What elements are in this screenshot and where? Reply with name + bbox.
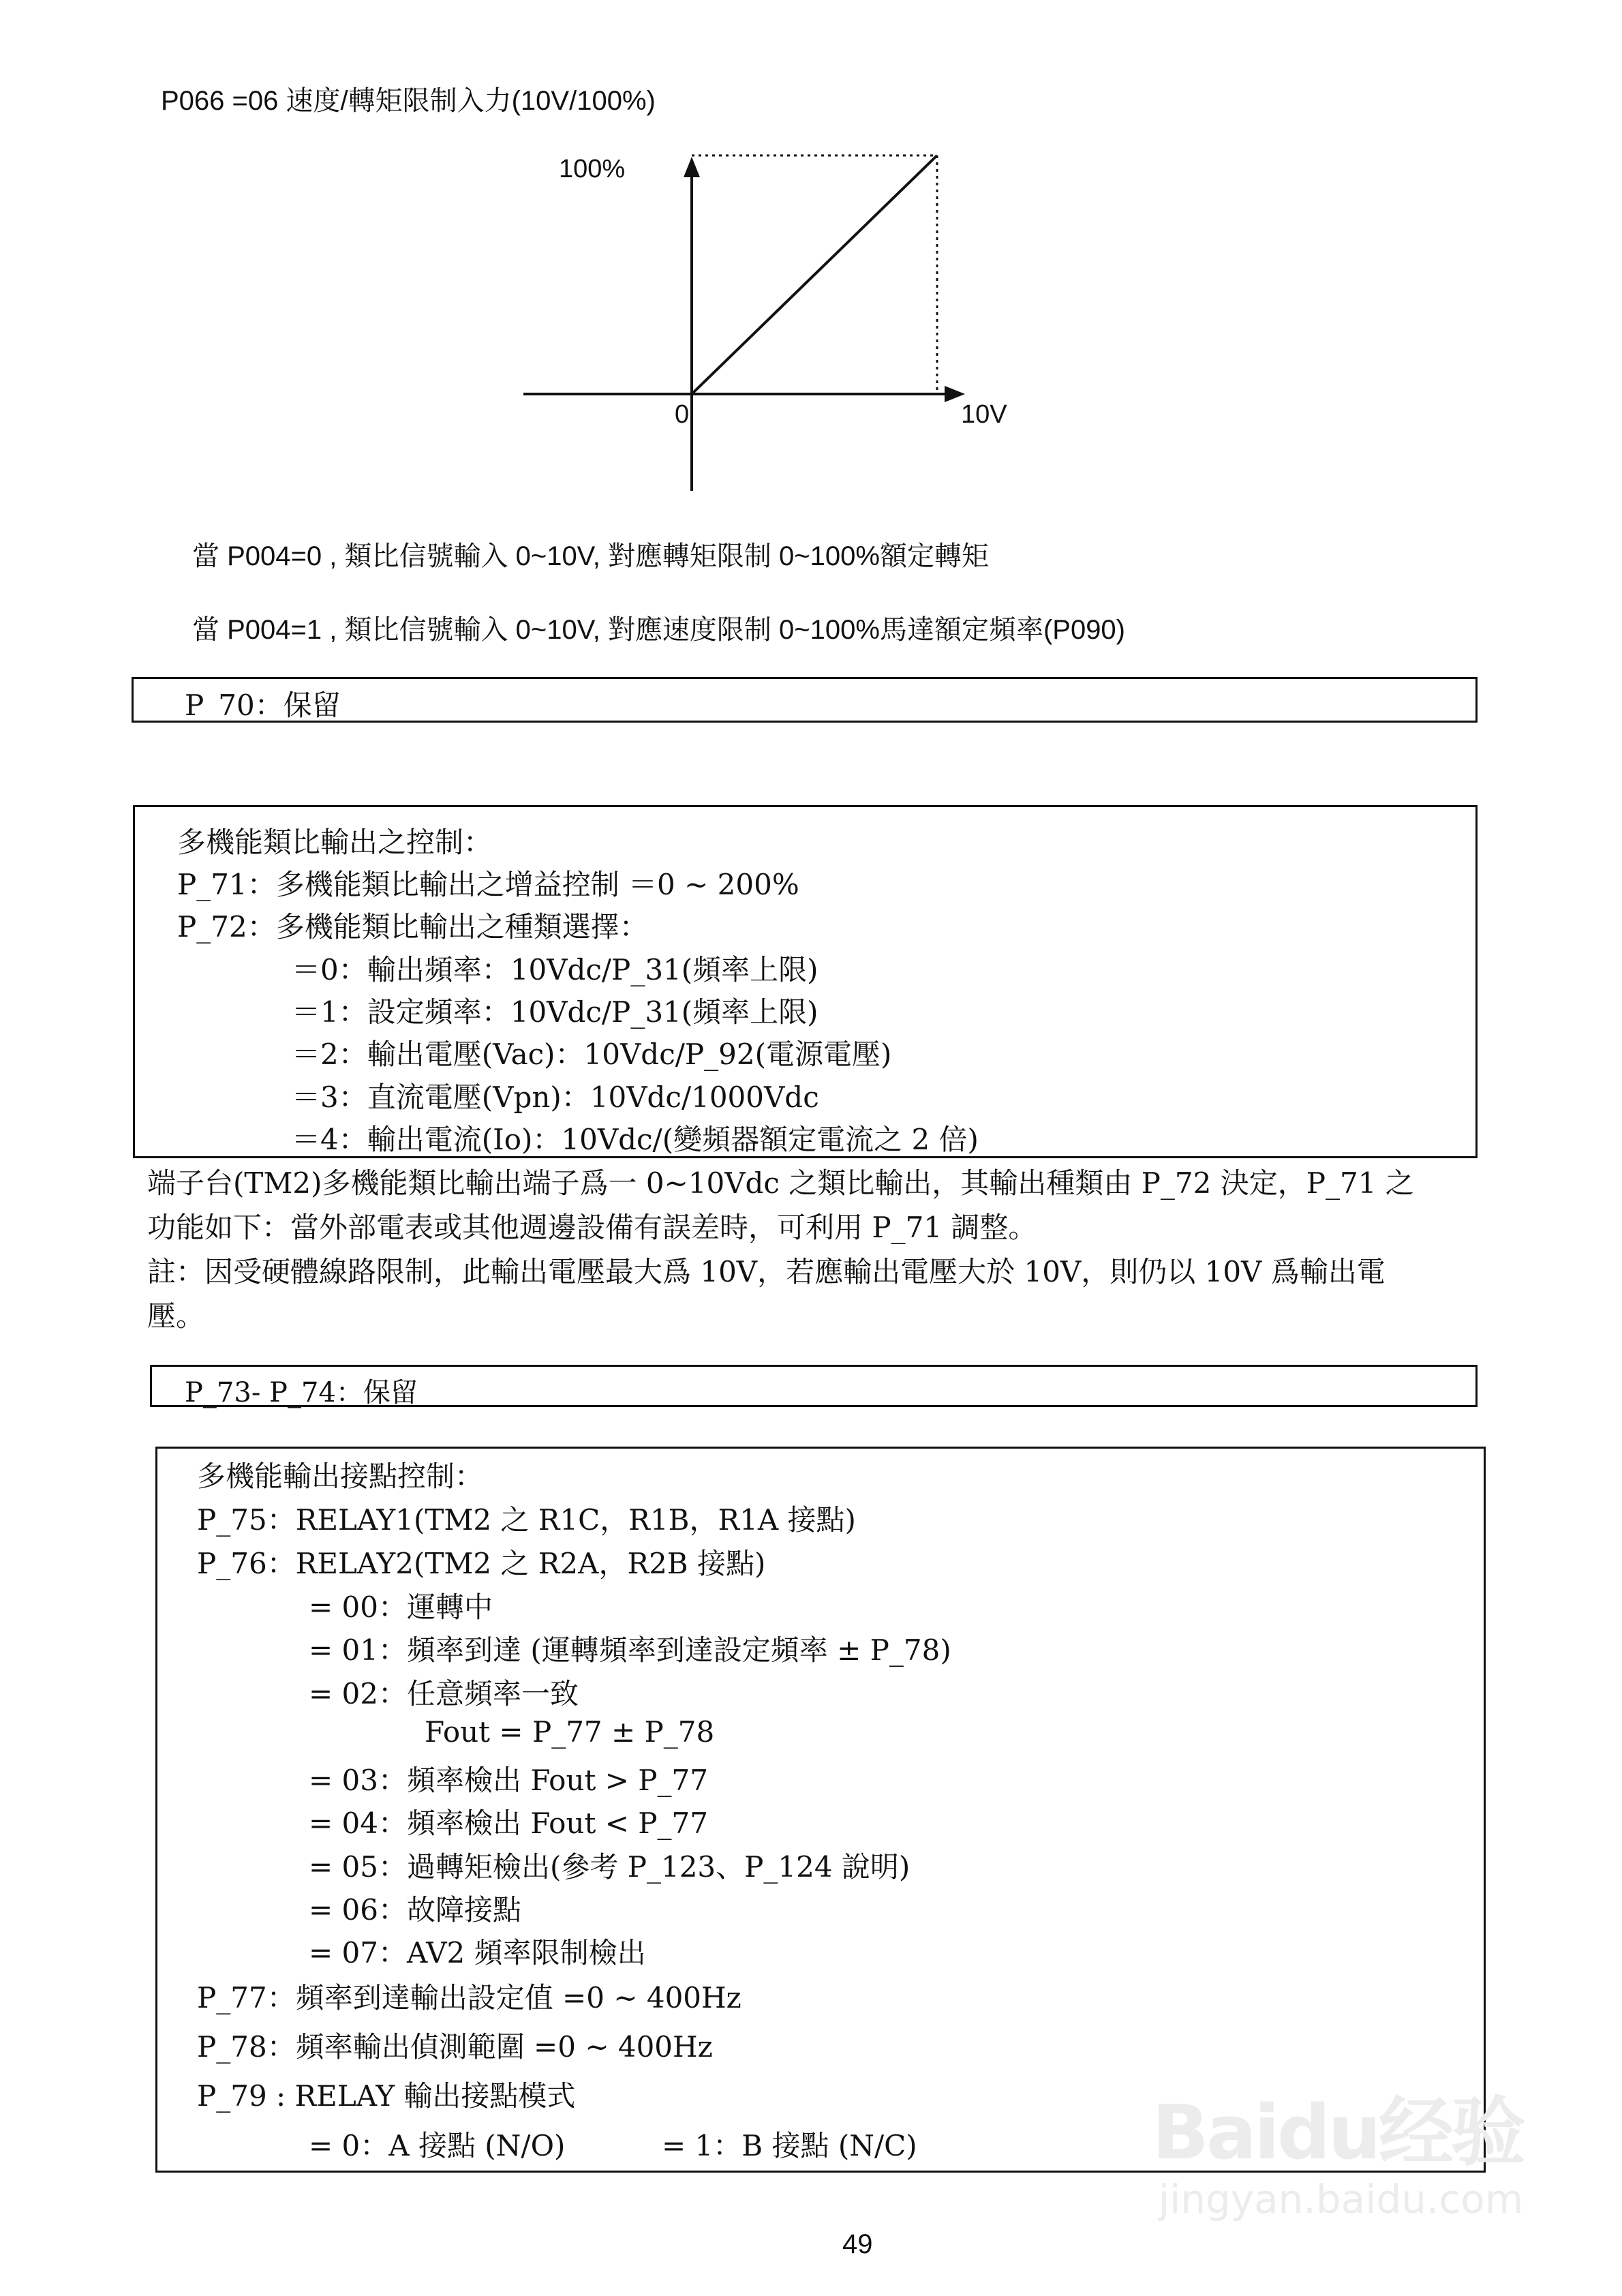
relay-p77: P_77：頻率到達輸出設定值 =0 ~ 400Hz [197, 1981, 741, 2014]
relay-p79-option-a: = 0：A 接點 (N/O) [309, 2129, 566, 2162]
paragraph-line-1: 端子台(TM2)多機能類比輸出端子爲一 0~10Vdc 之類比輸出，其輸出種類由 P_72 決定，P_71 之 [147, 1166, 1414, 1200]
p73-text: P_73- P_74：保留 [185, 1377, 418, 1408]
analog-option-1: ＝1：設定頻率：10Vdc/P_31(頻率上限) [292, 995, 818, 1029]
relay-option-03: = 03：頻率檢出 Fout > P_77 [309, 1764, 708, 1797]
watermark-logo: Baidu经验 [1152, 2089, 1523, 2176]
relay-p75: P_75：RELAY1(TM2 之 R1C，R1B，R1A 接點) [197, 1503, 856, 1537]
relay-p78: P_78：頻率輸出偵測範圍 =0 ~ 400Hz [197, 2030, 713, 2064]
y-max-label: 100% [559, 155, 626, 183]
page-number: 49 [842, 2229, 873, 2259]
relay-p76: P_76：RELAY2(TM2 之 R2A，R2B 接點) [197, 1547, 766, 1580]
analog-option-2: ＝2：輸出電壓(Vac)：10Vdc/P_92(電源電壓) [292, 1038, 892, 1071]
paragraph-note-1: 註：因受硬體線路限制，此輸出電壓最大爲 10V，若應輸出電壓大於 10V，則仍以 10V 爲輸出電 [147, 1255, 1386, 1288]
analog-option-4: ＝4：輸出電流(Io)：10Vdc/(變頻器額定電流之 2 倍) [292, 1123, 979, 1156]
analog-option-0: ＝0：輸出頻率：10Vdc/P_31(頻率上限) [292, 953, 818, 986]
page-heading: P066 =06 速度/轉矩限制入力(10V/100%) [161, 86, 656, 116]
limit-chart [504, 136, 1022, 504]
relay-p79-option-b: = 1：B 接點 (N/C) [662, 2129, 917, 2162]
p73-box [150, 1365, 1478, 1407]
y-axis-arrow [684, 157, 700, 177]
relay-title: 多機能輸出接點控制： [197, 1460, 484, 1493]
relay-option-04: = 04：頻率檢出 Fout < P_77 [309, 1807, 708, 1840]
x-max-label: 10V [961, 400, 1007, 429]
note-p004-0: 當 P004=0 , 類比信號輸入 0~10V, 對應轉矩限制 0~100%額定轉矩 [192, 541, 989, 571]
relay-output-box [155, 1447, 1486, 2173]
analog-output-box [133, 805, 1478, 1158]
limit-series-line [692, 155, 937, 394]
paragraph-line-2: 功能如下：當外部電表或其他週邊設備有誤差時，可利用 P_71 調整。 [147, 1211, 1037, 1244]
relay-p79: P_79 : RELAY 輸出接點模式 [197, 2079, 576, 2113]
relay-option-06: = 06：故障接點 [309, 1893, 521, 1927]
p70-box [132, 677, 1478, 723]
watermark-url: jingyan.baidu.com [1159, 2176, 1524, 2222]
origin-label: 0 [675, 400, 690, 429]
p70-text: P_70：保留 [185, 689, 341, 722]
relay-option-02: = 02：任意頻率一致 [309, 1677, 579, 1710]
analog-p72: P_72：多機能類比輸出之種類選擇： [177, 910, 648, 943]
analog-title: 多機能類比輸出之控制： [177, 826, 493, 859]
relay-option-05: = 05：過轉矩檢出(參考 P_123、P_124 說明) [309, 1850, 911, 1884]
analog-option-3: ＝3：直流電壓(Vpn)：10Vdc/1000Vdc [292, 1081, 819, 1114]
relay-option-00: = 00：運轉中 [309, 1590, 493, 1624]
relay-option-07: = 07：AV2 頻率限制檢出 [309, 1936, 646, 1969]
relay-option-01: = 01：頻率到達 (運轉頻率到達設定頻率 ± P_78) [309, 1633, 951, 1667]
note-p004-1: 當 P004=1 , 類比信號輸入 0~10V, 對應速度限制 0~100%馬達額定頻率(P090) [192, 615, 1126, 645]
paragraph-note-2: 壓。 [147, 1299, 205, 1333]
analog-p71: P_71：多機能類比輸出之增益控制 ＝0 ~ 200% [177, 868, 799, 901]
relay-formula: Fout = P_77 ± P_78 [425, 1715, 715, 1749]
